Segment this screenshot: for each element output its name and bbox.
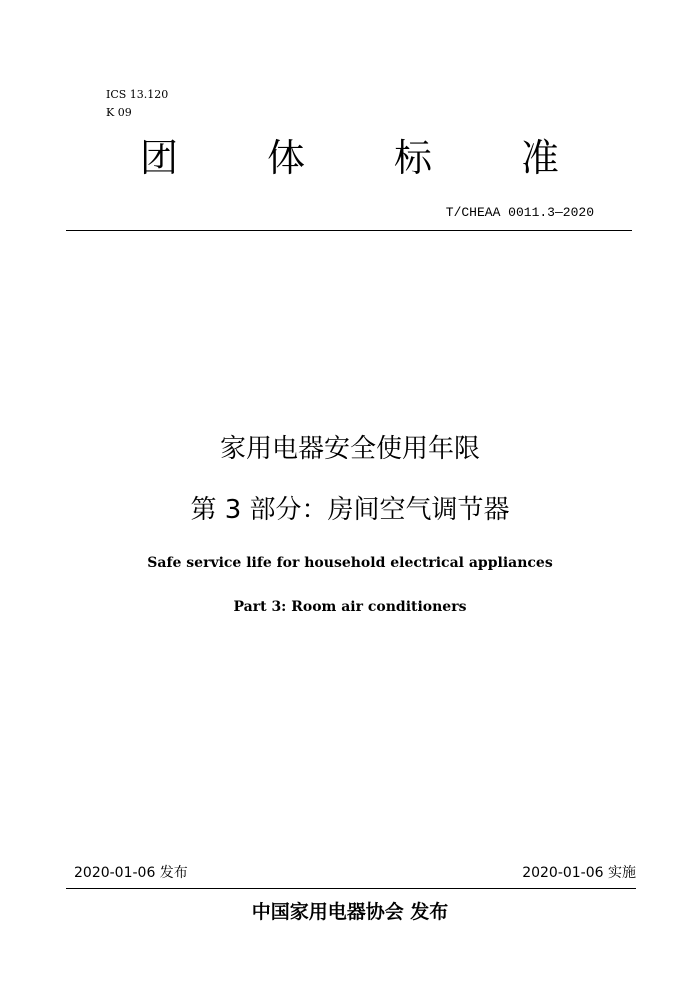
ics-code: ICS 13.120 [106, 88, 169, 101]
header-divider [66, 230, 632, 231]
standard-type-char: 体 [267, 136, 306, 180]
standard-type-char: 准 [521, 136, 560, 180]
standard-type-char: 团 [140, 136, 179, 180]
publisher: 中国家用电器协会 发布 [251, 901, 449, 923]
standard-number: T/CHEAA 0011.3—2020 [445, 205, 594, 220]
english-title-line-2: Part 3: Room air conditioners [233, 599, 467, 615]
standard-type-heading [0, 133, 700, 183]
standard-type-char: 标 [394, 136, 433, 180]
english-title-line-1: Safe service life for household electrical appliances [147, 555, 553, 571]
issue-date: 2020-01-06 发布 [74, 865, 188, 881]
chinese-title-line-2: 第 3 部分：房间空气调节器 [190, 495, 510, 525]
footer-divider [66, 888, 636, 889]
ccs-code: K 09 [106, 106, 132, 119]
chinese-title-line-1: 家用电器安全使用年限 [219, 434, 480, 464]
implementation-date: 2020-01-06 实施 [522, 865, 636, 881]
